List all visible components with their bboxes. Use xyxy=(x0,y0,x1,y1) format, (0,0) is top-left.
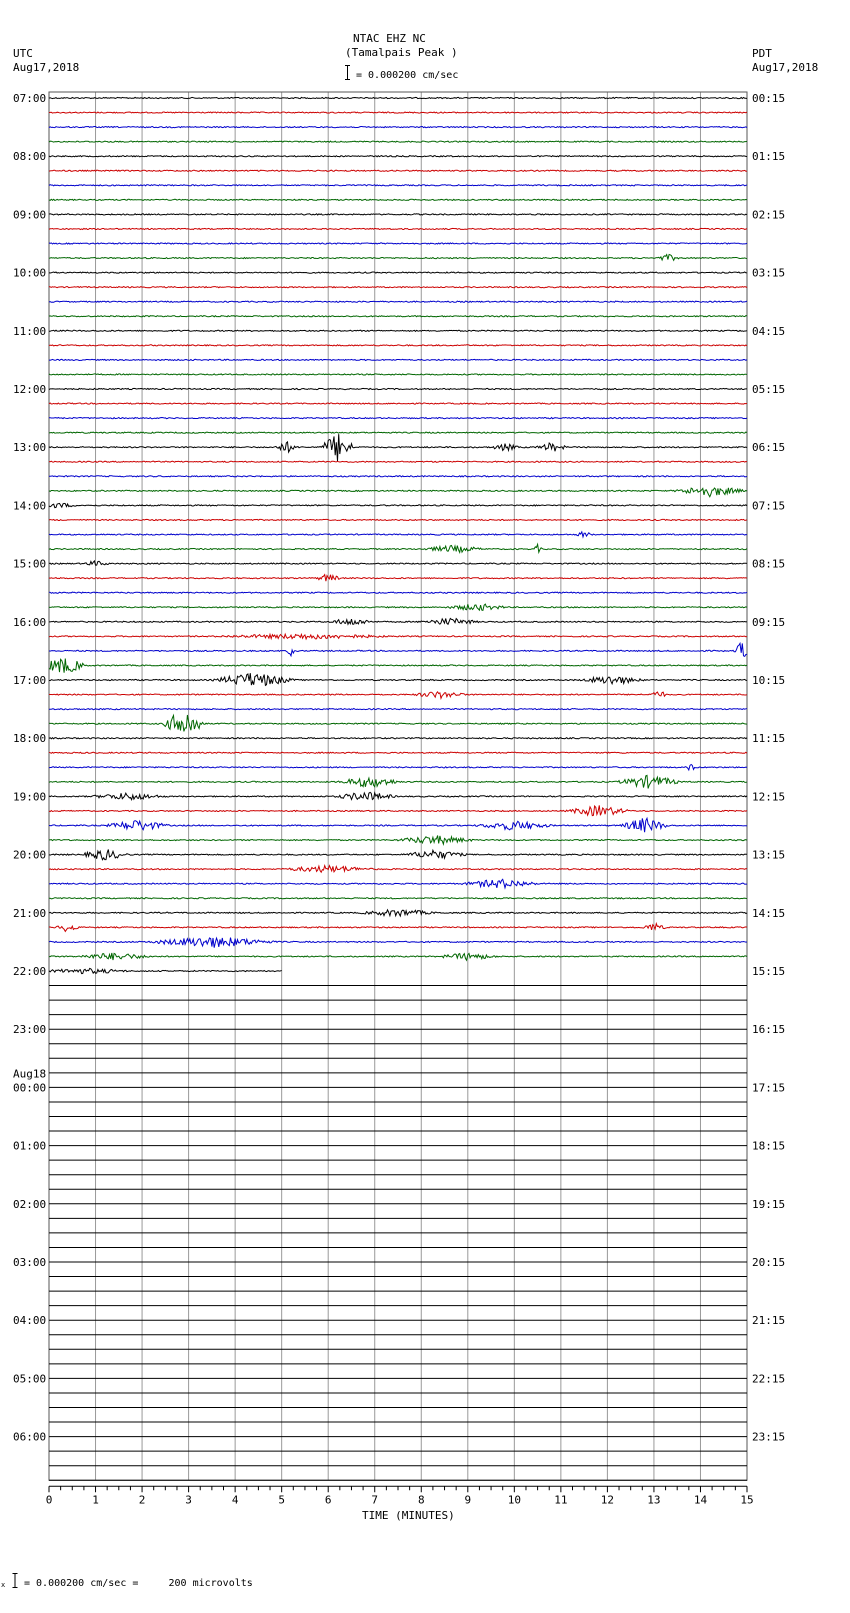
utc-hour-label: 01:00 xyxy=(13,1139,47,1153)
trace-row xyxy=(49,434,747,461)
scale-label: = 0.000200 cm/sec xyxy=(356,70,459,81)
trace-row xyxy=(49,488,747,497)
utc-hour-label: 12:00 xyxy=(13,383,47,396)
trace-row xyxy=(49,805,747,815)
trace-row xyxy=(49,765,747,771)
x-tick-label: 14 xyxy=(693,1493,708,1507)
x-tick-label: 5 xyxy=(278,1493,285,1507)
utc-hour-label: 09:00 xyxy=(13,208,47,222)
trace-row xyxy=(49,850,747,860)
trace-row xyxy=(49,141,747,142)
trace-row xyxy=(49,643,747,656)
trace-row xyxy=(49,775,747,788)
pdt-hour-label: 17:15 xyxy=(752,1081,786,1095)
pdt-hour-label: 14:15 xyxy=(752,906,786,920)
trace-row xyxy=(49,618,747,624)
x-tick-label: 10 xyxy=(507,1493,521,1507)
trace-row xyxy=(49,388,747,389)
trace-row xyxy=(49,953,747,960)
x-axis-title: TIME (MINUTES) xyxy=(362,1509,455,1522)
pdt-hour-label: 11:15 xyxy=(752,732,786,746)
trace-row xyxy=(49,255,747,261)
pdt-hour-label: 01:15 xyxy=(752,150,786,164)
plot-frame xyxy=(49,92,747,1480)
utc-hour-label: 06:00 xyxy=(13,1430,47,1444)
x-tick-label: 9 xyxy=(464,1493,472,1507)
seismic-traces xyxy=(49,97,747,973)
trace-row xyxy=(49,866,747,873)
trace-row xyxy=(49,287,747,288)
x-tick-label: 8 xyxy=(417,1493,425,1507)
x-tick-label: 6 xyxy=(324,1493,332,1507)
trace-row xyxy=(49,709,747,710)
right-date: Aug17,2018 xyxy=(752,61,819,74)
utc-hour-label: 22:00 xyxy=(13,965,47,978)
trace-row xyxy=(49,127,747,128)
utc-hour-label: 23:00 xyxy=(13,1023,47,1037)
x-tick-label: 1 xyxy=(92,1493,99,1507)
trace-row xyxy=(49,818,747,832)
utc-hour-label: 05:00 xyxy=(13,1372,47,1386)
trace-row xyxy=(49,532,747,537)
utc-hour-label: 07:00 xyxy=(13,92,47,105)
pdt-hour-label: 09:15 xyxy=(752,615,786,629)
utc-hour-label: 03:00 xyxy=(13,1256,47,1269)
utc-hour-label: 04:00 xyxy=(13,1314,47,1328)
x-tick-label: 3 xyxy=(185,1493,192,1507)
site-name: (Tamalpais Peak ) xyxy=(345,46,458,59)
pdt-hour-label: 02:15 xyxy=(752,208,786,222)
trace-row xyxy=(49,910,747,916)
utc-date-label: Aug18 xyxy=(13,1067,47,1081)
trace-row xyxy=(49,836,747,845)
pdt-hour-label: 07:15 xyxy=(752,499,786,513)
utc-hour-label: 11:00 xyxy=(13,324,47,338)
pdt-hour-label: 18:15 xyxy=(752,1139,786,1153)
trace-row xyxy=(49,561,747,565)
x-tick-label: 13 xyxy=(647,1493,661,1507)
pdt-hour-label: 08:15 xyxy=(752,557,786,571)
utc-hour-label: 17:00 xyxy=(13,674,47,687)
plot-grid xyxy=(49,92,747,1480)
x-tick-label: 2 xyxy=(138,1493,146,1507)
trace-row xyxy=(49,228,747,229)
pdt-hour-label: 20:15 xyxy=(752,1256,786,1269)
pdt-hour-label: 04:15 xyxy=(752,324,786,338)
pdt-hour-label: 12:15 xyxy=(752,790,786,804)
pdt-hour-label: 15:15 xyxy=(752,965,786,978)
time-axis xyxy=(46,1486,754,1506)
trace-row xyxy=(49,316,747,317)
utc-hour-label: 15:00 xyxy=(13,557,47,571)
utc-hour-label: 16:00 xyxy=(13,615,47,629)
trace-row xyxy=(49,715,747,731)
trace-row xyxy=(49,461,747,462)
pdt-hour-label: 10:15 xyxy=(752,674,786,687)
x-tick-label: 12 xyxy=(600,1493,615,1507)
trace-row xyxy=(49,575,747,582)
x-tick-label: 4 xyxy=(231,1493,239,1507)
trace-row xyxy=(49,592,747,593)
trace-row xyxy=(49,156,747,157)
utc-hour-label: 20:00 xyxy=(13,848,47,862)
utc-hour-label: 00:00 xyxy=(13,1081,47,1095)
pdt-hour-label: 21:15 xyxy=(752,1314,786,1328)
utc-hour-label: 13:00 xyxy=(13,441,47,455)
footer-scale-icon xyxy=(1,1573,21,1589)
trace-row xyxy=(49,752,747,753)
trace-row xyxy=(49,692,747,699)
pdt-hour-label: 22:15 xyxy=(752,1372,786,1386)
x-tick-label: 11 xyxy=(554,1493,568,1507)
trace-row xyxy=(49,968,282,973)
trace-row xyxy=(49,185,747,186)
x-tick-label: 7 xyxy=(371,1493,379,1507)
trace-row xyxy=(49,97,747,98)
svg-text:x: x xyxy=(1,1581,6,1589)
trace-row xyxy=(49,170,747,171)
trace-row xyxy=(49,112,747,113)
trace-row xyxy=(49,301,747,302)
pdt-hour-label: 16:15 xyxy=(752,1023,786,1037)
utc-hour-label: 08:00 xyxy=(13,150,47,164)
scale-bar-icon xyxy=(345,65,350,80)
x-tick-label: 0 xyxy=(45,1493,53,1507)
trace-row xyxy=(49,792,747,799)
right-timezone: PDT xyxy=(752,47,772,60)
pdt-hour-label: 05:15 xyxy=(752,383,786,396)
trace-row xyxy=(49,503,747,507)
trace-row xyxy=(49,938,747,948)
left-date: Aug17,2018 xyxy=(13,61,80,74)
trace-row xyxy=(49,418,747,419)
utc-hour-label: 02:00 xyxy=(13,1197,47,1211)
x-tick-label: 15 xyxy=(740,1493,754,1507)
trace-row xyxy=(49,879,747,888)
trace-row xyxy=(49,634,747,639)
trace-row xyxy=(49,432,747,433)
pdt-hour-label: 06:15 xyxy=(752,441,786,455)
trace-row xyxy=(49,544,747,552)
left-timezone: UTC xyxy=(13,47,33,60)
pdt-hour-label: 23:15 xyxy=(752,1430,786,1444)
utc-hour-label: 19:00 xyxy=(13,790,47,804)
row-baselines xyxy=(49,986,747,1481)
footer-scale-note: = 0.000200 cm/sec = 200 microvolts xyxy=(24,1578,253,1589)
trace-row xyxy=(49,374,747,375)
utc-hour-label: 21:00 xyxy=(13,906,47,920)
trace-row xyxy=(49,403,747,404)
trace-row xyxy=(49,604,747,610)
trace-row xyxy=(49,214,747,215)
pdt-hour-label: 19:15 xyxy=(752,1197,786,1211)
pdt-hour-label: 00:15 xyxy=(752,92,786,105)
station-title: NTAC EHZ NC xyxy=(353,32,426,45)
trace-row xyxy=(49,330,747,331)
trace-row xyxy=(49,673,747,685)
trace-row xyxy=(49,738,747,739)
utc-hour-label: 14:00 xyxy=(13,499,47,513)
trace-row xyxy=(49,924,747,932)
pdt-hour-label: 03:15 xyxy=(752,266,786,280)
trace-row xyxy=(49,898,747,899)
trace-row xyxy=(49,659,747,673)
trace-row xyxy=(49,476,747,477)
trace-row xyxy=(49,359,747,360)
trace-row xyxy=(49,519,747,520)
utc-hour-label: 18:00 xyxy=(13,732,47,746)
pdt-hour-label: 13:15 xyxy=(752,848,786,862)
trace-row xyxy=(49,272,747,273)
trace-row xyxy=(49,243,747,244)
trace-row xyxy=(49,199,747,200)
utc-hour-label: 10:00 xyxy=(13,266,47,280)
trace-row xyxy=(49,345,747,346)
